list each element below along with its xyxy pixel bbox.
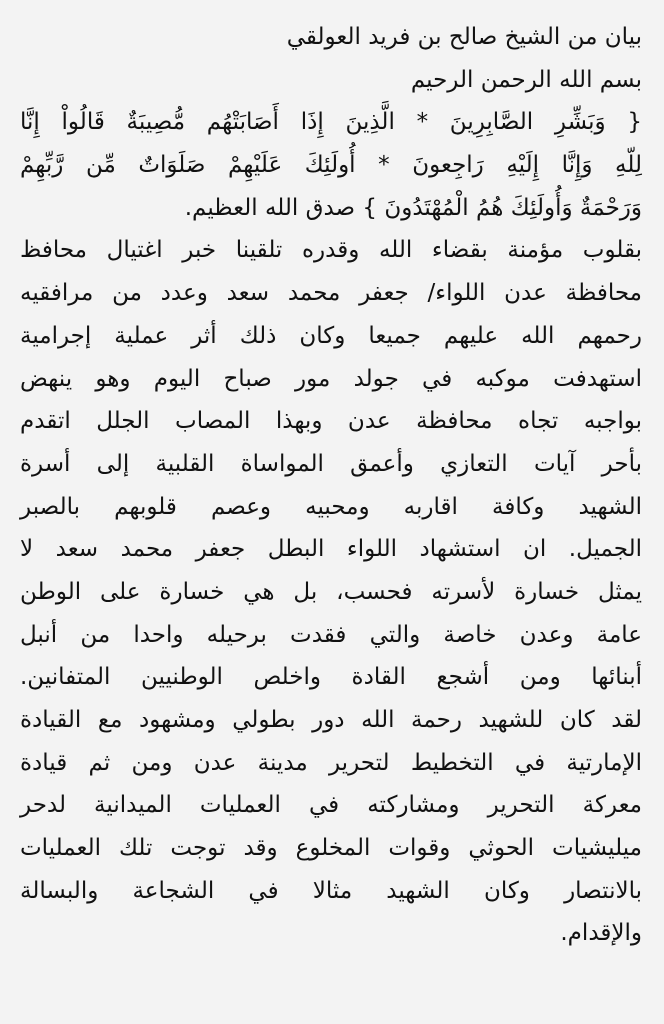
body-text-line: عامة وعدن خاصة والتي فقدت برحيله واحدا من أنبل [20,621,642,648]
basmala-line: بسم الله الرحمن الرحيم [410,66,642,93]
body-text-line: الجميل. ان استشهاد اللواء البطل جعفر محمد سعد لا [20,536,642,563]
body-text-line: الإمارتية في التخطيط لتحرير مدينة عدن ومن ثم قيادة [20,749,642,776]
quran-verse-line: { وَبَشِّرِ الصَّابِرِينَ * الَّذِينَ إِذَا أَصَابَتْهُم مُّصِيبَةٌ قَالُواْ إِنَّا [20,109,642,136]
body-text-line: ميليشيات الحوثي وقوات المخلوع وقد توجت تلك العمليات [20,835,642,862]
statement-title: بيان من الشيخ صالح بن فريد العولقي [286,24,642,50]
body-text-line: الشهيد وكافة اقاربه ومحبيه وعصم قلوبهم بالصبر [20,493,642,520]
body-text-line: بالانتصار وكان الشهيد مثالا في الشجاعة والبسالة [20,877,642,904]
body-text-line: لقد كان للشهيد رحمة الله دور بطولي ومشهود مع القيادة [20,707,642,733]
body-text-line: يمثل خسارة لأسرته فحسب، بل هي خسارة على الوطن [20,578,642,605]
quran-verse-line: وَرَحْمَةٌ وَأُولَئِكَ هُمُ الْمُهْتَدُونَ } صدق الله العظيم. [184,194,642,221]
body-text-line: استهدفت موكبه في جولد مور صباح اليوم وهو ينهض [20,365,642,392]
body-text-line: أبنائها ومن أشجع القادة واخلص الوطنيين المتفانين. [20,664,642,691]
body-text-line: بواجبه تجاه محافظة عدن وبهذا المصاب الجلل اتقدم [20,408,642,435]
quran-verse-line: لِلّهِ وَإِنَّا إِلَيْهِ رَاجِعونَ * أُولَئِكَ عَلَيْهِمْ صَلَوَاتٌ مِّن رَّبِّهِمْ [20,152,642,179]
body-text-line: معركة التحرير ومشاركته في العمليات الميدانية لدحر [20,792,642,819]
body-text-line: محافظة عدن اللواء/ جعفر محمد سعد وعدد من مرافقيه [20,280,642,307]
body-text-line: والإقدام. [560,920,642,947]
body-text-line: بأحر آيات التعازي وأعمق المواساة القلبية إلى أسرة [20,450,642,477]
body-text-line: رحمهم الله عليهم جميعا وكان ذلك أثر عملية إجرامية [20,322,642,349]
body-text-line: بقلوب مؤمنة بقضاء الله وقدره تلقينا خبر اغتيال محافظ [20,237,642,264]
